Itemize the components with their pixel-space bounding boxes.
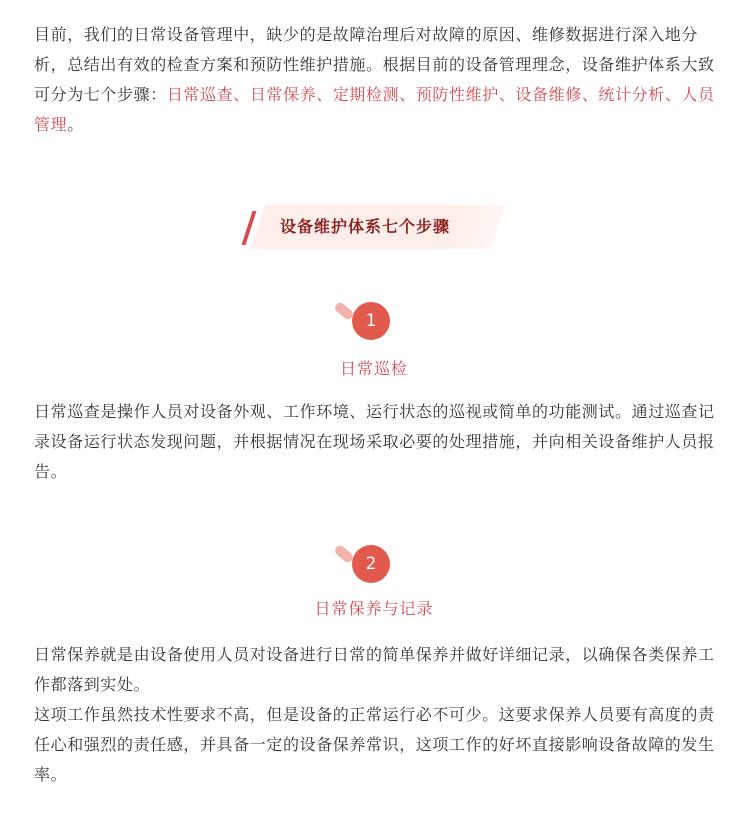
intro-text: 目前，我们的日常设备管理中，缺少的是故障治理后对故障的原因、维修数据进行深入地分析，总结出有效的检查方案和预防性维护措施。根据目前的设备管理理念，设备维护体系大致可分为七个步骤： [34,25,715,104]
section-title: 设备维护体系七个步骤 [280,217,451,236]
step-2-number: 2 [352,545,390,583]
step-2-paragraph-2: 这项工作虽然技术性要求不高，但是设备的正常运行必不可少。这要求保养人员要有高度的责任心和强烈的责任感，并具备一定的设备保养常识，这项工作的好坏直接影响设备故障的发生率。 [34,705,715,784]
intro-paragraph [34,20,716,140]
step-1-paragraph: 日常巡查是操作人员对设备外观、工作环境、运行状态的巡视或简单的功能测试。通过巡查记录设备运行状态发现问题，并根据情况在现场采取必要的处理措施，并向相关设备维护人员报告。 [34,402,715,481]
step-2-body [34,640,716,790]
step-2-title: 日常保养与记录 [314,599,434,618]
step-1-badge [334,302,394,342]
step-2-paragraph-1: 日常保养就是由设备使用人员对设备进行日常的简单保养并做好详细记录，以确保各类保养工作都落到实处。 [34,645,715,694]
step-1-number: 1 [352,302,390,340]
step-2-badge [334,545,394,585]
step-1-title: 日常巡检 [339,359,408,378]
intro-highlight: 日常巡查、日常保养、定期检测、预防性维护、设备维修、统计分析、人员管理 [34,85,715,134]
section-banner [240,205,502,249]
intro-end: 。 [67,115,84,134]
